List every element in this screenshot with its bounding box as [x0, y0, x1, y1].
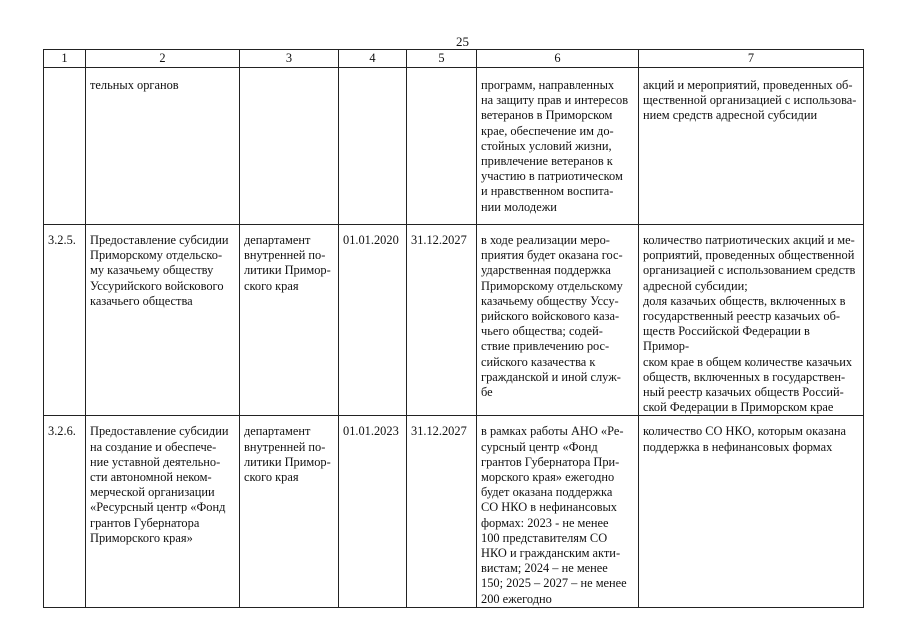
column-header-5: 5: [407, 50, 477, 68]
cell-event-name: Предоставление субсидии Приморскому отдельско- му казачьему обществу Уссурийского войскового казачьего общества: [86, 225, 240, 416]
cell-expected-result: в рамках работы АНО «Ре- сурсный центр «Фонд грантов Губернатора При- морского края» ежегодно будет оказана поддержка СО НКО в нефинансовых формах: 2023 - не менее 100 представителям СО НКО и гражданским акти- вистам; 2024 – не менее 150; 2025 – 2027 – не менее 200 ежегодно: [477, 416, 639, 607]
cell-expected-result: в ходе реализации меро- приятия будет оказана гос- ударственная поддержка Приморскому отдельскому казачьему обществу Уссу- рийского войскового каза- чьего общества; содей- ствие привлечению рос- сийского казачества к гражданской и иной служ- бе: [477, 225, 639, 416]
cell-start-date: [339, 68, 407, 225]
cell-event-name: тельных органов: [86, 68, 240, 225]
column-header-1: 1: [44, 50, 86, 68]
cell-number: 3.2.5.: [44, 225, 86, 416]
cell-indicator: акций и мероприятий, проведенных об- щественной организацией с использова- нием средств адресной субсидии: [639, 68, 864, 225]
cell-end-date: 31.12.2027: [407, 225, 477, 416]
column-header-3: 3: [240, 50, 339, 68]
cell-number: [44, 68, 86, 225]
column-header-4: 4: [339, 50, 407, 68]
cell-start-date: 01.01.2020: [339, 225, 407, 416]
cell-indicator: количество СО НКО, которым оказана поддержка в нефинансовых формах: [639, 416, 864, 607]
cell-expected-result: программ, направленных на защиту прав и интересов ветеранов в Приморском крае, обеспечение им до- стойных условий жизни, привлечение ветеранов к участию в патриотическом и нравственном воспита- нии молодежи: [477, 68, 639, 225]
cell-executor: департамент внутренней по- литики Примор- ского края: [240, 416, 339, 607]
cell-number: 3.2.6.: [44, 416, 86, 607]
table-row: [44, 225, 864, 416]
column-header-6: 6: [477, 50, 639, 68]
cell-start-date: 01.01.2023: [339, 416, 407, 607]
cell-event-name: Предоставление субсидии на создание и обеспече- ние уставной деятельно- сти автономной неком- мерческой организации «Ресурсный центр «Фонд грантов Губернатора Приморского края»: [86, 416, 240, 607]
table-header-row: [44, 50, 864, 68]
cell-end-date: 31.12.2027: [407, 416, 477, 607]
column-header-7: 7: [639, 50, 864, 68]
column-header-2: 2: [86, 50, 240, 68]
page-number: 25: [456, 34, 469, 49]
table-row: [44, 68, 864, 225]
program-table: [43, 49, 864, 608]
cell-indicator: количество патриотических акций и ме- роприятий, проведенных общественной организацией с использованием средств адресной субсидии; доля казачьих обществ, включенных в государственный реестр казачьих об- ществ Российской Федерации в Примор- ском крае в общем количестве казачьих обществ, включенных в государствен- ный реестр казачьих обществ Россий- ской Федерации в Приморском крае: [639, 225, 864, 416]
table-row: [44, 416, 864, 607]
cell-executor: департамент внутренней по- литики Примор- ского края: [240, 225, 339, 416]
cell-executor: [240, 68, 339, 225]
cell-end-date: [407, 68, 477, 225]
